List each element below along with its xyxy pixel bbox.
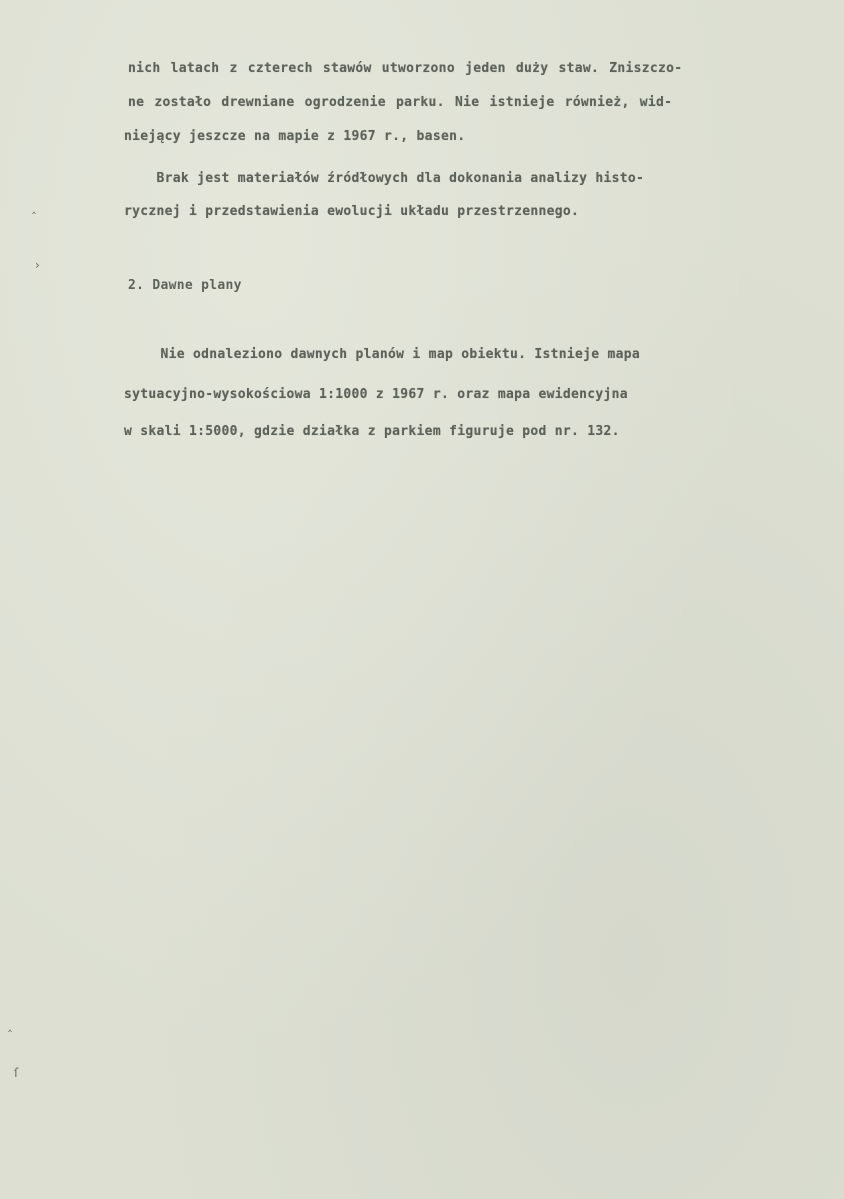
paper-mark: › bbox=[35, 258, 40, 272]
text-line: Brak jest materiałów źródłowych dla dokonania analizy histo- bbox=[124, 171, 645, 186]
paper-mark: ſ bbox=[14, 1066, 19, 1080]
text-line: rycznej i przedstawienia ewolucji układu przestrzennego. bbox=[124, 204, 580, 219]
section-heading: 2. Dawne plany bbox=[128, 278, 242, 293]
text-line: ne zostało drewniane ogrodzenie parku. Nie istnieje również, wid- bbox=[128, 95, 673, 110]
text-line: niejący jeszcze na mapie z 1967 r., basen. bbox=[124, 129, 466, 144]
text-line: w skali 1:5000, gdzie działka z parkiem figuruje pod nr. 132. bbox=[124, 424, 620, 439]
paper-mark: ‸ bbox=[8, 1018, 13, 1032]
text-line: nich latach z czterech stawów utworzono jeden duży staw. Zniszczo- bbox=[128, 61, 683, 76]
text-line: sytuacyjno-wysokościowa 1:1000 z 1967 r. oraz mapa ewidencyjna bbox=[124, 387, 628, 402]
text-line: Nie odnaleziono dawnych planów i map obiektu. Istnieje mapa bbox=[128, 347, 640, 362]
paper-mark: ‸ bbox=[32, 200, 37, 214]
